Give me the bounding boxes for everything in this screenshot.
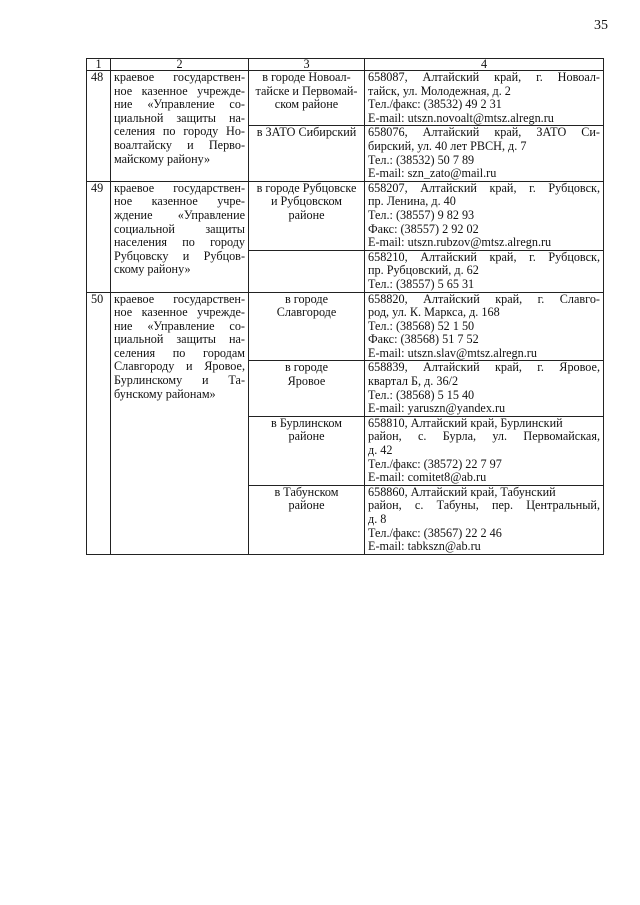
district-cell <box>249 416 365 485</box>
address-line: Тел.: (38532) 50 7 89 <box>368 152 475 167</box>
address-line: квартал Б, д. 36/2 <box>368 374 459 389</box>
institution-name-line: краевое государствен- <box>114 70 245 84</box>
district-cell <box>249 361 365 416</box>
institution-name-line: циальной защиты на- <box>114 110 245 125</box>
institution-name-line: населения по городу <box>114 235 245 250</box>
institution-name-line: Бурлинскому и Та- <box>114 373 245 388</box>
institution-name-line: ждение «Управление <box>114 207 245 222</box>
district-line: и Рубцовском <box>270 194 343 209</box>
address-line: 658820, Алтайский край, г. Славго- <box>368 292 600 306</box>
institution-name-line: селения по городу Но- <box>114 124 245 139</box>
institution-name-line: Рубцовску и Рубцов- <box>114 248 245 263</box>
institution-name <box>111 181 249 292</box>
address-line: Тел.: (38568) 52 1 50 <box>368 318 475 333</box>
address-cell <box>365 485 604 554</box>
district-line: тайске и Первомай- <box>255 83 358 98</box>
district-cell <box>249 485 365 554</box>
address-cell <box>365 181 604 250</box>
address-line: E-mail: yaruszn@yandex.ru <box>368 401 506 416</box>
address-line: 658087, Алтайский край, г. Новоал- <box>368 70 600 84</box>
address-cell <box>365 361 604 416</box>
address-line: 658810, Алтайский край, Бурлинский <box>368 416 563 430</box>
address-line: Тел./факс: (38567) 22 2 46 <box>368 525 502 540</box>
address-line: район, с. Бурла, ул. Первомайская, <box>368 429 600 444</box>
address-line: E-mail: utszn.rubzov@mtsz.alregn.ru <box>368 235 552 250</box>
address-cell <box>365 250 604 292</box>
institution-name-line: циальной защиты на- <box>114 332 245 347</box>
district-cell <box>249 71 365 126</box>
district-line: в городе Рубцовске <box>256 181 357 195</box>
table-row <box>87 292 604 361</box>
address-line: 658076, Алтайский край, ЗАТО Си- <box>368 125 600 140</box>
district-line: районе <box>288 498 325 513</box>
address-line: 658210, Алтайский край, г. Рубцовск, <box>368 250 600 264</box>
district-line: районе <box>288 429 325 444</box>
institution-name-line: ние «Управление со- <box>114 318 245 333</box>
address-line: бирский, ул. 40 лет РВСН, д. 7 <box>368 138 527 153</box>
address-line: Тел./факс: (38572) 22 7 97 <box>368 456 502 471</box>
district-line: Яровое <box>287 374 326 389</box>
district-line: ском районе <box>274 97 339 112</box>
address-line: пр. Ленина, д. 40 <box>368 194 456 209</box>
institution-name-line: ное казенное учре- <box>114 194 245 209</box>
column-header-4: 4 <box>365 59 604 71</box>
institution-name-line: краевое государствен- <box>114 292 245 306</box>
institution-name-line: Славгороду и Яровое, <box>114 359 245 374</box>
table-row <box>87 71 604 126</box>
institutions-table <box>86 58 604 555</box>
address-line: 658839, Алтайский край, г. Яровое, <box>368 360 600 375</box>
district-line: в городе <box>284 292 329 306</box>
institution-name-line: майскому району» <box>114 151 211 166</box>
address-line: E-mail: tabkszn@ab.ru <box>368 539 481 554</box>
district-line: в Бурлинском <box>271 416 342 430</box>
column-header-2: 2 <box>111 59 249 71</box>
institution-name <box>111 292 249 554</box>
address-cell <box>365 292 604 361</box>
address-line: E-mail: szn_zato@mail.ru <box>368 166 497 181</box>
institution-name-line: ное казенное учрежде- <box>114 305 245 320</box>
institution-name-line: ние «Управление со- <box>114 97 245 112</box>
district-line: Славгороде <box>276 305 337 320</box>
address-line: E-mail: comitet8@ab.ru <box>368 470 487 485</box>
institution-name-line: краевое государствен- <box>114 181 245 195</box>
district-line: в Табунском <box>274 485 339 499</box>
address-line: д. 8 <box>368 512 387 526</box>
district-cell <box>249 292 365 361</box>
address-line: Тел.: (38557) 5 65 31 <box>368 276 475 291</box>
address-line: Тел./факс: (38532) 49 2 31 <box>368 97 502 112</box>
institution-name-line: бунскому районам» <box>114 386 216 401</box>
district-cell <box>249 126 365 181</box>
table-row <box>87 181 604 250</box>
page-number: 35 <box>594 18 608 33</box>
address-line: E-mail: utszn.slav@mtsz.alregn.ru <box>368 345 537 360</box>
institution-name <box>111 71 249 182</box>
address-line: Тел.: (38557) 9 82 93 <box>368 207 475 222</box>
institution-name-line: скому району» <box>114 262 191 277</box>
address-cell <box>365 416 604 485</box>
district-line: в городе Новоал- <box>262 70 351 84</box>
address-line: д. 42 <box>368 443 393 458</box>
institution-name-line: ное казенное учрежде- <box>114 83 245 98</box>
address-line: Тел.: (38568) 5 15 40 <box>368 387 475 402</box>
address-line: Факс: (38568) 51 7 52 <box>368 332 479 347</box>
table-body <box>87 71 604 555</box>
address-line: 658860, Алтайский край, Табунский <box>368 485 556 499</box>
address-line: 658207, Алтайский край, г. Рубцовск, <box>368 181 600 195</box>
address-cell <box>365 126 604 181</box>
row-number: 49 <box>87 181 111 292</box>
address-line: пр. Рубцовский, д. 62 <box>368 263 479 278</box>
institution-name-line: социальной защиты <box>114 221 245 236</box>
district-cell <box>249 250 365 292</box>
address-line: район, с. Табуны, пер. Центральный, <box>368 498 600 513</box>
district-line: в ЗАТО Сибирский <box>256 125 357 140</box>
address-line: Факс: (38557) 2 92 02 <box>368 221 479 236</box>
institution-name-line: воалтайску и Перво- <box>114 137 245 152</box>
column-header-3: 3 <box>249 59 365 71</box>
table-header-row <box>87 59 604 71</box>
address-line: род, ул. К. Маркса, д. 168 <box>368 305 500 320</box>
district-line: районе <box>288 207 325 222</box>
row-number: 48 <box>87 71 111 182</box>
column-header-1: 1 <box>87 59 111 71</box>
address-line: E-mail: utszn.novoalt@mtsz.alregn.ru <box>368 110 554 125</box>
address-line: тайск, ул. Молодежная, д. 2 <box>368 83 511 98</box>
district-cell <box>249 181 365 250</box>
institution-name-line: селения по городам <box>114 345 245 360</box>
row-number: 50 <box>87 292 111 554</box>
address-cell <box>365 71 604 126</box>
district-line: в городе <box>284 360 329 375</box>
